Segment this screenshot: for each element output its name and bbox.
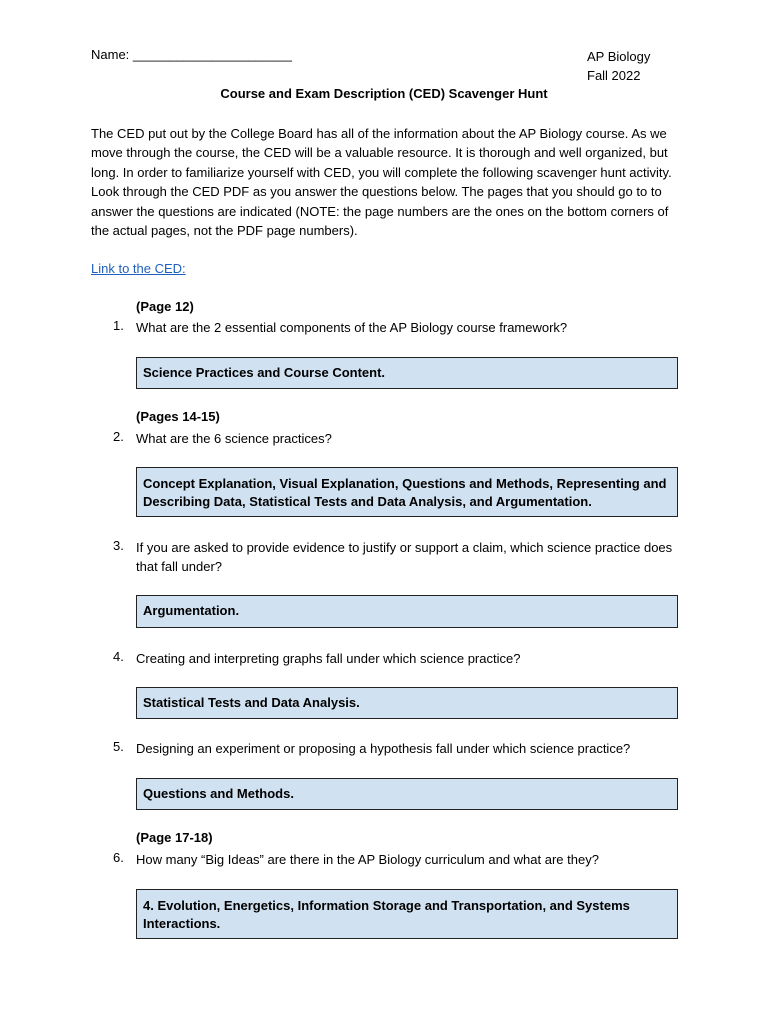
intro-paragraph: The CED put out by the College Board has all of the information about the AP Biology course. As we move through the course, the CED will be a valuable resource. It is thorough and well organized, but long. In order to familiarize yourself with CED, you will complete the following scavenger hunt activity. Look through the CED PDF as you answer the questions below. The pages that you should go to to answer the questions are indicated (NOTE: the page numbers are the ones on the bottom corners of the actual pages, not the PDF page numbers). (91, 126, 672, 239)
course-term: Fall 2022 (587, 68, 641, 83)
question-1-text: What are the 2 essential components of the AP Biology course framework? (136, 320, 568, 335)
question-6-text: How many “Big Ideas” are there in the AP Biology curriculum and what are they? (136, 852, 599, 867)
question-number-1: 1. (113, 318, 124, 333)
name-field-label: Name: ______________________ (91, 47, 292, 62)
page-title: Course and Exam Description (CED) Scavenger Hunt (220, 86, 548, 101)
page-reference-q1: (Page 12) (136, 299, 194, 314)
course-name: AP Biology (587, 49, 651, 64)
page-reference-q2: (Pages 14-15) (136, 409, 220, 424)
answer-box-6: 4. Evolution, Energetics, Information Storage and Transportation, and Systems Interactions. (136, 889, 678, 939)
question-5-text: Designing an experiment or proposing a hypothesis fall under which science practice? (136, 741, 631, 756)
question-number-3: 3. (113, 538, 124, 553)
ced-link[interactable]: Link to the CED: (91, 261, 186, 276)
question-2-text: What are the 6 science practices? (136, 431, 332, 446)
question-number-2: 2. (113, 429, 124, 444)
page-reference-q6: (Page 17-18) (136, 830, 213, 845)
question-number-4: 4. (113, 649, 124, 664)
answer-box-3: Argumentation. (136, 595, 678, 628)
question-4-text: Creating and interpreting graphs fall under which science practice? (136, 651, 521, 666)
course-info (587, 47, 650, 85)
answer-box-2: Concept Explanation, Visual Explanation, Questions and Methods, Representing and Describing Data, Statistical Tests and Data Analysis, and Argumentation. (136, 467, 678, 517)
question-3-text: If you are asked to provide evidence to justify or support a claim, which science practice does that fall under? (136, 540, 673, 575)
question-number-5: 5. (113, 739, 124, 754)
answer-box-1: Science Practices and Course Content. (136, 357, 678, 389)
answer-box-5: Questions and Methods. (136, 778, 678, 810)
question-number-6: 6. (113, 850, 124, 865)
answer-box-4: Statistical Tests and Data Analysis. (136, 687, 678, 719)
